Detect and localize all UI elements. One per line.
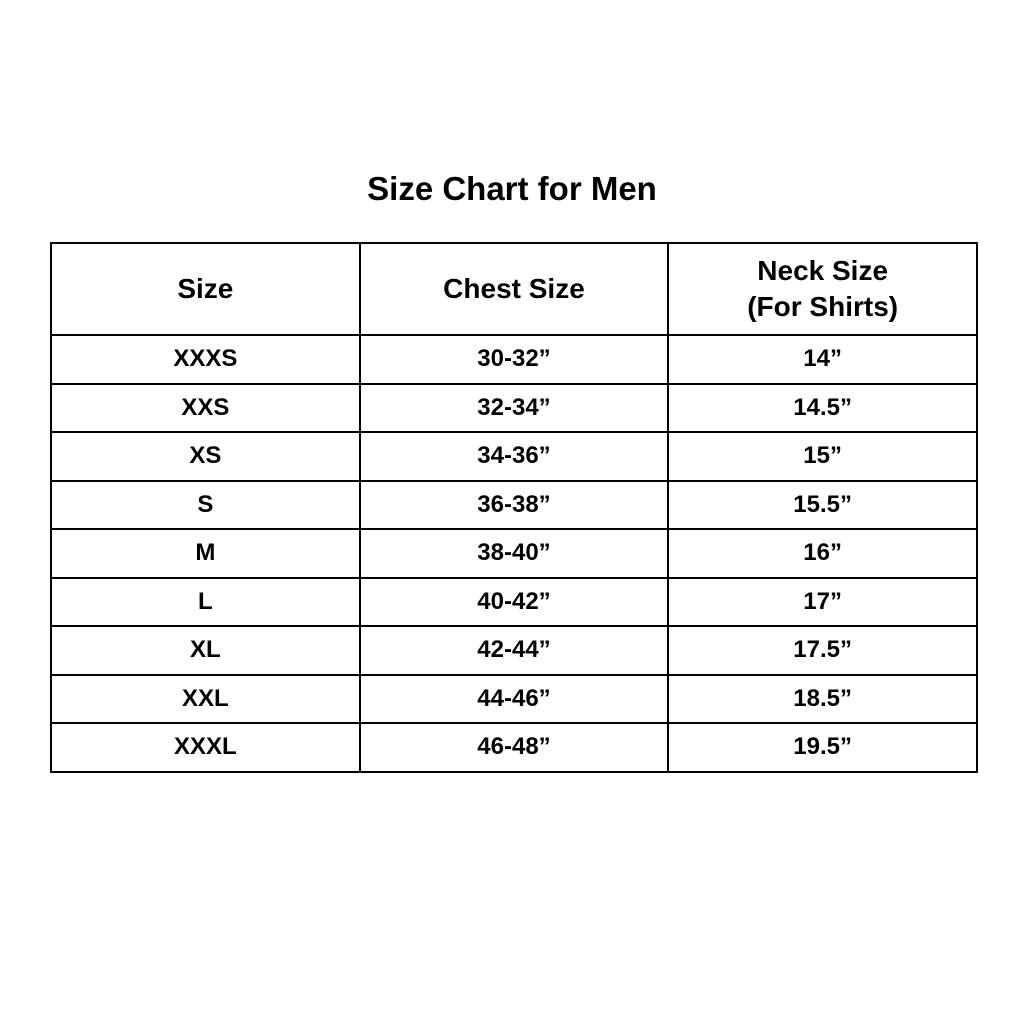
table-row [51, 384, 977, 433]
column-header-chest-size [360, 243, 669, 335]
table-cell: 30-32” [360, 335, 669, 384]
table-cell: 14” [668, 335, 977, 384]
table-row [51, 335, 977, 384]
table-cell: M [51, 529, 360, 578]
table-cell: 38-40” [360, 529, 669, 578]
table-cell: 42-44” [360, 626, 669, 675]
table-cell: 44-46” [360, 675, 669, 724]
table-cell: XXS [51, 384, 360, 433]
table-row [51, 626, 977, 675]
column-header-size [51, 243, 360, 335]
size-chart-table [50, 242, 978, 773]
table-cell: 17” [668, 578, 977, 627]
table-row [51, 432, 977, 481]
table-cell: 15.5” [668, 481, 977, 530]
table-cell: 46-48” [360, 723, 669, 772]
table-cell: XXXL [51, 723, 360, 772]
column-header-label: Chest Size [443, 272, 585, 304]
header-row [51, 243, 977, 335]
table-cell: 36-38” [360, 481, 669, 530]
table-cell: 19.5” [668, 723, 977, 772]
table-cell: 34-36” [360, 432, 669, 481]
table-cell: XS [51, 432, 360, 481]
table-row [51, 675, 977, 724]
table-cell: 14.5” [668, 384, 977, 433]
table-row [51, 529, 977, 578]
table-row [51, 723, 977, 772]
table-cell: XXXS [51, 335, 360, 384]
table-cell: 32-34” [360, 384, 669, 433]
table-header [51, 243, 977, 335]
column-header-label: Neck Size [757, 254, 889, 286]
table-cell: 40-42” [360, 578, 669, 627]
table-cell: 18.5” [668, 675, 977, 724]
table-cell: L [51, 578, 360, 627]
table-cell: 17.5” [668, 626, 977, 675]
table-body [51, 335, 977, 772]
table-cell: 16” [668, 529, 977, 578]
page-title: Size Chart for Men [367, 170, 657, 207]
table-cell: XXL [51, 675, 360, 724]
table-cell: 15” [668, 432, 977, 481]
column-header-neck-size [668, 243, 977, 335]
table-cell: XL [51, 626, 360, 675]
table-row [51, 578, 977, 627]
column-header-sublabel: (For Shirts) [747, 291, 899, 322]
table-row [51, 481, 977, 530]
table-cell: S [51, 481, 360, 530]
column-header-label: Size [177, 272, 234, 304]
